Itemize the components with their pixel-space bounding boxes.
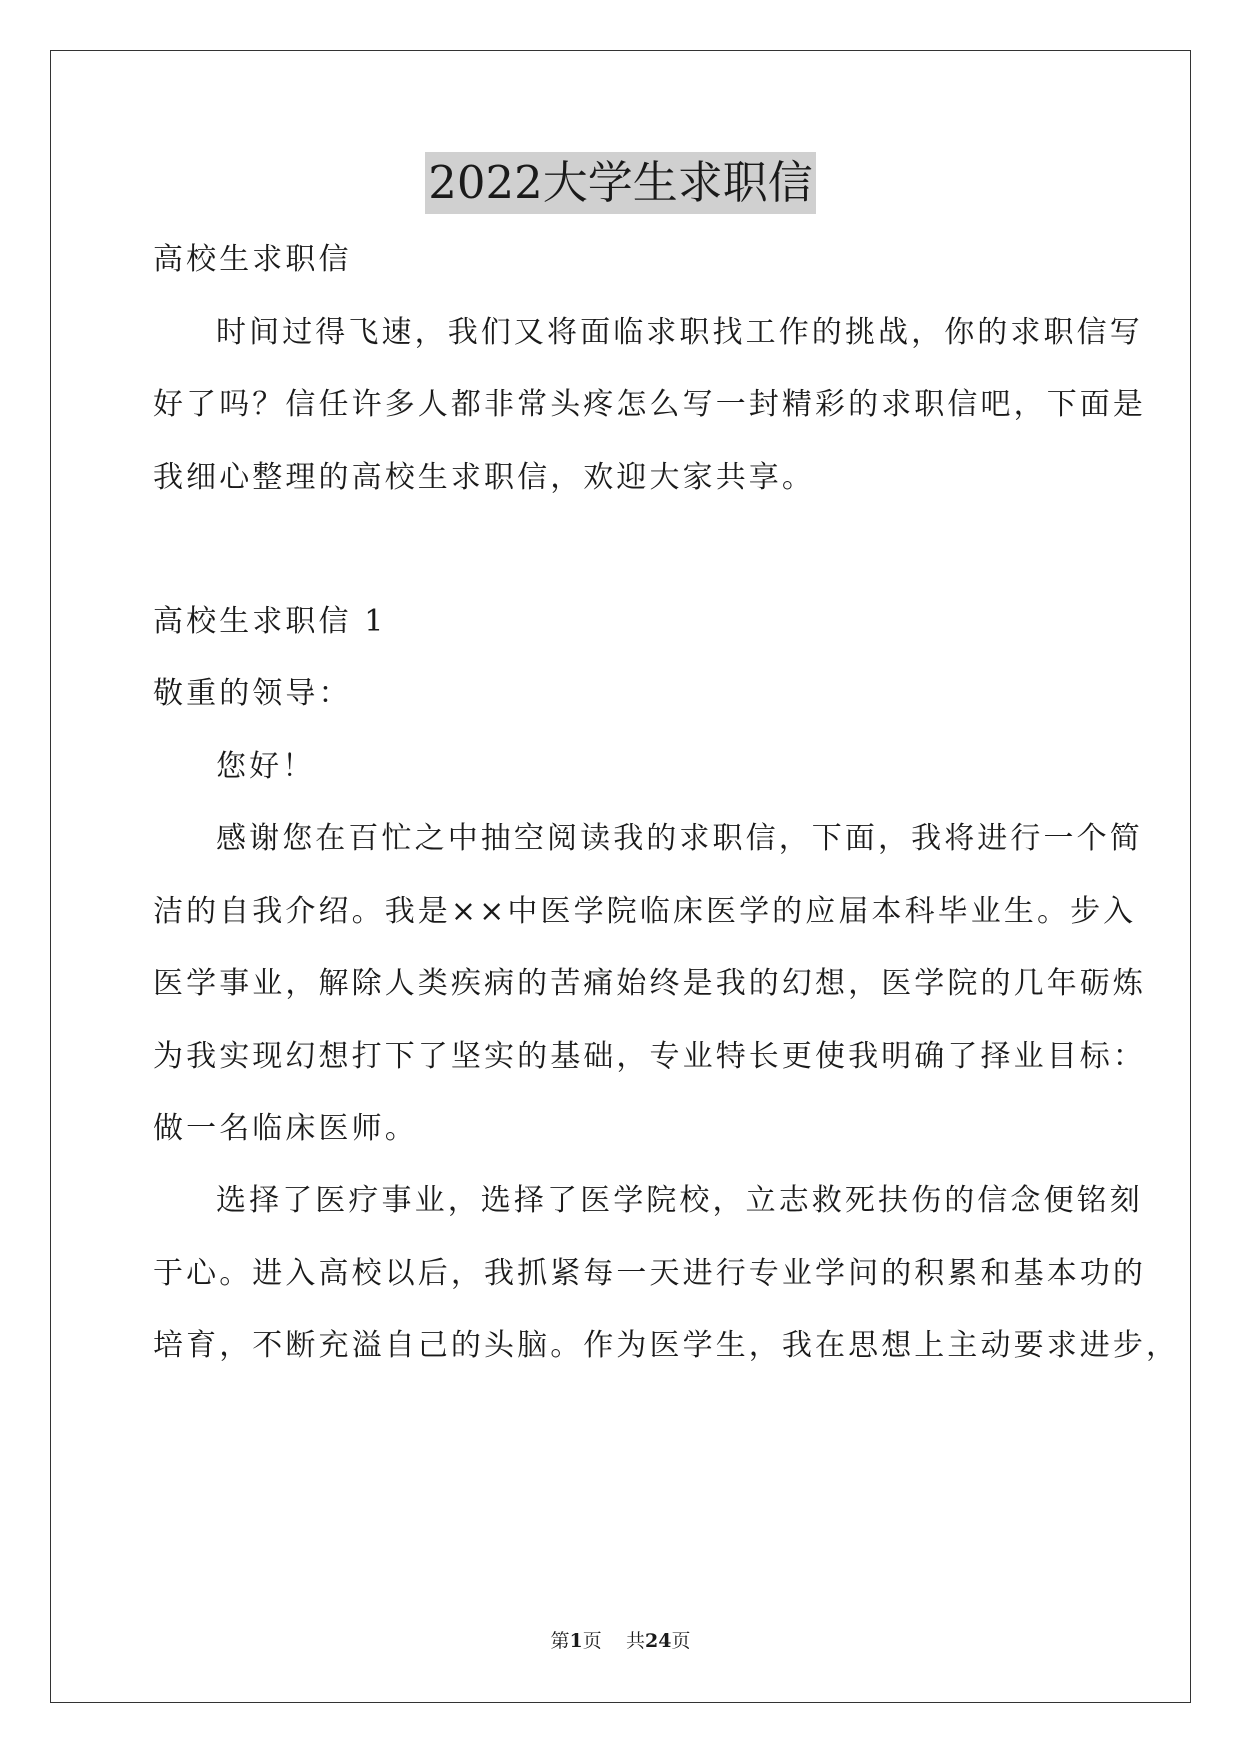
page-footer: [0, 1628, 1241, 1654]
title-container: [0, 152, 1241, 214]
paragraph-line: 做一名临床医师。: [153, 1111, 418, 1146]
total-suffix: 页: [671, 1630, 691, 1652]
page-border: [50, 50, 1191, 1703]
greeting: 您好！: [216, 749, 316, 784]
page-suffix: 页: [582, 1630, 602, 1652]
letter-heading: 高校生求职信 1: [153, 604, 387, 639]
paragraph-line: 我细心整理的高校生求职信，欢迎大家共享。: [153, 460, 815, 495]
page-current: 1: [569, 1630, 583, 1652]
total-prefix: 共: [625, 1630, 645, 1652]
paragraph-line: 洁的自我介绍。我是××中医学院临床医学的应届本科毕业生。步入: [153, 894, 1137, 929]
paragraph-line: 培育，不断充溢自己的头脑。作为医学生，我在思想上主动要求进步，: [153, 1328, 1180, 1363]
paragraph-line: 医学事业，解除人类疾病的苦痛始终是我的幻想，医学院的几年砺炼: [153, 966, 1146, 1001]
page-total: 24: [644, 1630, 672, 1652]
document-title: 2022大学生求职信: [425, 152, 816, 214]
paragraph-line: 选择了医疗事业，选择了医学院校，立志救死扶伤的信念便铭刻: [216, 1183, 1143, 1218]
paragraph-line: 于心。进入高校以后，我抓紧每一天进行专业学问的积累和基本功的: [153, 1256, 1146, 1291]
page-prefix: 第: [550, 1630, 570, 1652]
paragraph-line: 感谢您在百忙之中抽空阅读我的求职信，下面，我将进行一个简: [216, 821, 1143, 856]
paragraph-line: 时间过得飞速，我们又将面临求职找工作的挑战，你的求职信写: [216, 315, 1143, 350]
paragraph-line: 好了吗？信任许多人都非常头疼怎么写一封精彩的求职信吧，下面是: [153, 387, 1146, 422]
salutation: 敬重的领导：: [153, 676, 352, 711]
section-heading: 高校生求职信: [153, 242, 352, 277]
paragraph-line: 为我实现幻想打下了坚实的基础，专业特长更使我明确了择业目标：: [153, 1039, 1146, 1074]
